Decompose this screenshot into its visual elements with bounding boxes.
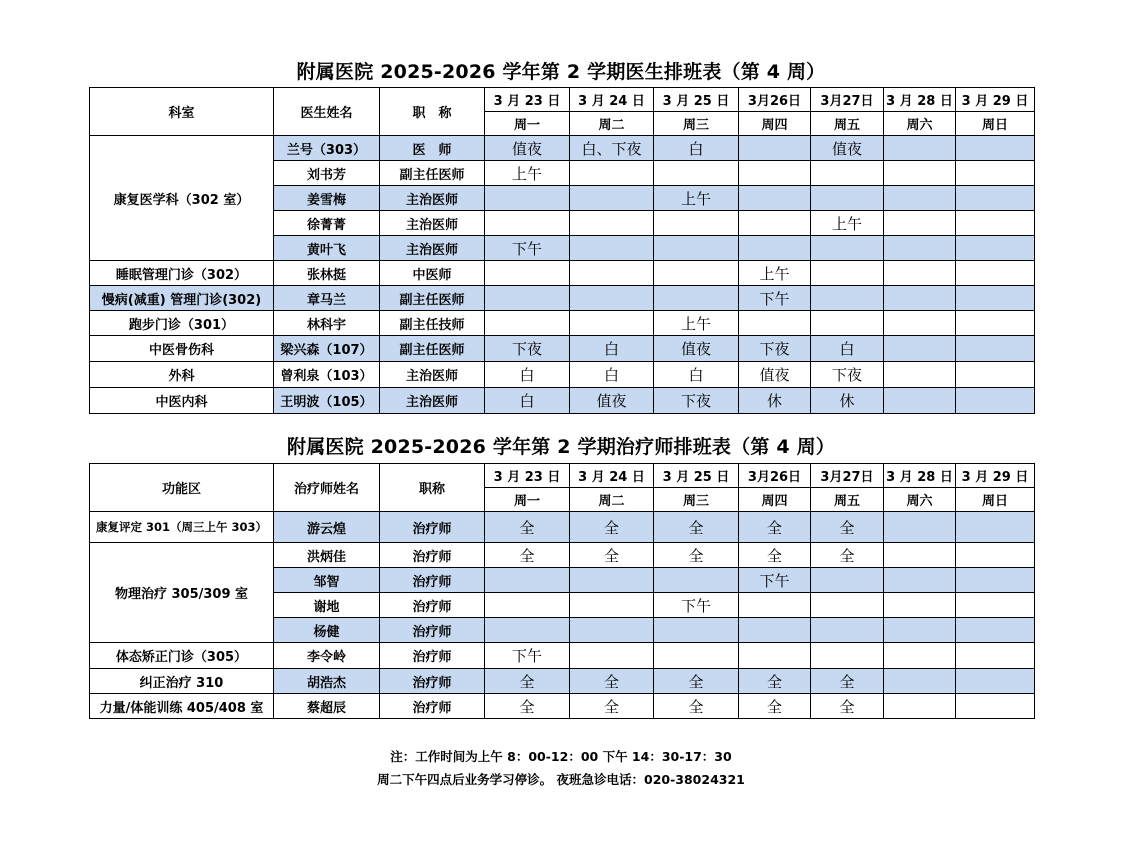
shift-cell: [956, 236, 1035, 261]
shift-cell: 全: [485, 669, 570, 694]
shift-cell: [570, 161, 654, 186]
header-weekday: 周日: [956, 112, 1035, 136]
shift-cell: [570, 186, 654, 211]
shift-cell: [739, 186, 811, 211]
shift-cell: [956, 286, 1035, 311]
doctor-name: 刘书芳: [274, 161, 380, 186]
shift-cell: 全: [570, 512, 654, 543]
header-date: 3 月 24 日: [570, 464, 654, 488]
shift-cell: [956, 669, 1035, 694]
header-weekday: 周四: [739, 488, 811, 512]
shift-cell: [884, 311, 956, 336]
dept-cell: 慢病(减重) 管理门诊(302): [90, 286, 274, 311]
shift-cell: [884, 362, 956, 388]
shift-cell: [884, 211, 956, 236]
area-cell: 康复评定 301（周三上午 303）: [90, 512, 274, 543]
shift-cell: [570, 643, 654, 669]
table-row: [90, 669, 1035, 694]
shift-cell: [485, 261, 570, 286]
shift-cell: [739, 593, 811, 618]
header-weekday: 周二: [570, 112, 654, 136]
therapist-title: 治疗师: [380, 543, 485, 568]
shift-cell: 下午: [654, 593, 739, 618]
doctor-name: 林科宇: [274, 311, 380, 336]
therapist-title: 治疗师: [380, 669, 485, 694]
shift-cell: 值夜: [485, 136, 570, 161]
shift-cell: [811, 618, 884, 643]
doctor-name: 王明波（105）: [274, 388, 380, 414]
header-weekday: 周六: [884, 488, 956, 512]
shift-cell: 全: [811, 694, 884, 719]
shift-cell: [570, 286, 654, 311]
table-row: [90, 694, 1035, 719]
shift-cell: [570, 311, 654, 336]
doctor-name: 姜雪梅: [274, 186, 380, 211]
doctor-title: 副主任医师: [380, 286, 485, 311]
shift-cell: [884, 512, 956, 543]
doctor-name: 徐菁菁: [274, 211, 380, 236]
doctor-title: 医 师: [380, 136, 485, 161]
shift-cell: 上午: [811, 211, 884, 236]
table-row: [90, 362, 1035, 388]
table-row: [90, 311, 1035, 336]
shift-cell: [811, 643, 884, 669]
shift-cell: [739, 311, 811, 336]
shift-cell: [956, 311, 1035, 336]
shift-cell: 白: [654, 136, 739, 161]
shift-cell: [654, 643, 739, 669]
dept-cell: 外科: [90, 362, 274, 388]
shift-cell: [654, 161, 739, 186]
shift-cell: [884, 593, 956, 618]
therapist-title: 治疗师: [380, 694, 485, 719]
shift-cell: 全: [739, 694, 811, 719]
shift-cell: [956, 261, 1035, 286]
shift-cell: [884, 236, 956, 261]
shift-cell: [654, 211, 739, 236]
shift-cell: [570, 211, 654, 236]
doctor-title: 主治医师: [380, 186, 485, 211]
shift-cell: [956, 694, 1035, 719]
header-date: 3 月 24 日: [570, 88, 654, 112]
shift-cell: [956, 336, 1035, 362]
doctor-title: 中医师: [380, 261, 485, 286]
doctor-name: 曾利泉（103）: [274, 362, 380, 388]
header-date: 3月26日: [739, 464, 811, 488]
shift-cell: [884, 186, 956, 211]
shift-cell: [884, 694, 956, 719]
shift-cell: [485, 618, 570, 643]
therapist-name: 游云煌: [274, 512, 380, 543]
shift-cell: [956, 186, 1035, 211]
shift-cell: [811, 286, 884, 311]
shift-cell: [811, 161, 884, 186]
shift-cell: [884, 618, 956, 643]
shift-cell: 白: [654, 362, 739, 388]
table-row: [90, 336, 1035, 362]
shift-cell: [884, 669, 956, 694]
shift-cell: [570, 568, 654, 593]
shift-cell: [485, 186, 570, 211]
shift-cell: 全: [739, 669, 811, 694]
therapist-name: 杨健: [274, 618, 380, 643]
shift-cell: [739, 618, 811, 643]
shift-cell: 全: [570, 694, 654, 719]
work-hours-note: 注：工作时间为上午 8：00-12：00 下午 14：30-17：30: [390, 749, 732, 764]
header-weekday: 周四: [739, 112, 811, 136]
therapist-name: 蔡超辰: [274, 694, 380, 719]
therapist-title: 治疗师: [380, 618, 485, 643]
therapist-title: 治疗师: [380, 643, 485, 669]
shift-cell: [884, 136, 956, 161]
shift-cell: 值夜: [570, 388, 654, 414]
shift-cell: [884, 261, 956, 286]
shift-cell: 下夜: [485, 336, 570, 362]
shift-cell: 上午: [654, 186, 739, 211]
shift-cell: [739, 136, 811, 161]
table-row: [90, 643, 1035, 669]
shift-cell: 白: [811, 336, 884, 362]
shift-cell: [811, 311, 884, 336]
doctor-title: 主治医师: [380, 211, 485, 236]
shift-cell: [485, 593, 570, 618]
dept-cell: 中医骨伤科: [90, 336, 274, 362]
shift-cell: 全: [654, 669, 739, 694]
shift-cell: 全: [811, 512, 884, 543]
shift-cell: [956, 543, 1035, 568]
shift-cell: 全: [654, 512, 739, 543]
header-date: 3月26日: [739, 88, 811, 112]
therapist-name: 李令岭: [274, 643, 380, 669]
shift-cell: 全: [811, 669, 884, 694]
doctor-title: 主治医师: [380, 236, 485, 261]
shift-cell: [485, 311, 570, 336]
therapist-schedule-title: 附属医院 2025-2026 学年第 2 学期治疗师排班表（第 4 周）: [287, 436, 835, 458]
doctor-title: 副主任医师: [380, 336, 485, 362]
shift-cell: [739, 236, 811, 261]
shift-cell: [485, 286, 570, 311]
shift-cell: 白: [570, 336, 654, 362]
shift-cell: 全: [570, 669, 654, 694]
therapist-name: 谢地: [274, 593, 380, 618]
shift-cell: 白、下夜: [570, 136, 654, 161]
shift-cell: [884, 568, 956, 593]
header-date: 3 月 25 日: [654, 88, 739, 112]
shift-cell: 下夜: [811, 362, 884, 388]
shift-cell: [956, 161, 1035, 186]
header-weekday: 周日: [956, 488, 1035, 512]
shift-cell: [739, 161, 811, 186]
shift-cell: [811, 186, 884, 211]
area-cell: 纠正治疗 310: [90, 669, 274, 694]
study-and-emergency-note: 周二下午四点后业务学习停诊。 夜班急诊电话：020-38024321: [377, 772, 745, 787]
shift-cell: 全: [654, 694, 739, 719]
shift-cell: [811, 261, 884, 286]
shift-cell: 全: [485, 543, 570, 568]
shift-cell: 上午: [654, 311, 739, 336]
header-weekday: 周五: [811, 488, 884, 512]
shift-cell: [884, 543, 956, 568]
shift-cell: 上午: [485, 161, 570, 186]
shift-cell: [570, 618, 654, 643]
shift-cell: 上午: [739, 261, 811, 286]
shift-cell: [956, 618, 1035, 643]
shift-cell: 值夜: [654, 336, 739, 362]
shift-cell: [956, 593, 1035, 618]
doctor-title: 主治医师: [380, 362, 485, 388]
shift-cell: [485, 568, 570, 593]
doctor-name: 兰号（303）: [274, 136, 380, 161]
header-name: 医生姓名: [274, 88, 380, 136]
doctor-schedule-title: 附属医院 2025-2026 学年第 2 学期医生排班表（第 4 周）: [296, 61, 826, 83]
shift-cell: 全: [654, 543, 739, 568]
header-title: 职称: [380, 464, 485, 512]
shift-cell: [739, 211, 811, 236]
shift-cell: 下午: [739, 568, 811, 593]
header-weekday: 周二: [570, 488, 654, 512]
header-area: 功能区: [90, 464, 274, 512]
table-row: [90, 286, 1035, 311]
table-row: [90, 512, 1035, 543]
dept-cell: 康复医学科（302 室）: [90, 136, 274, 261]
doctor-title: 主治医师: [380, 388, 485, 414]
shift-cell: [739, 643, 811, 669]
header-dept: 科室: [90, 88, 274, 136]
shift-cell: 下夜: [654, 388, 739, 414]
table-row: [90, 261, 1035, 286]
header-weekday: 周五: [811, 112, 884, 136]
shift-cell: [485, 211, 570, 236]
shift-cell: [956, 136, 1035, 161]
doctor-name: 梁兴森（107）: [274, 336, 380, 362]
shift-cell: 下午: [485, 643, 570, 669]
doctor-schedule-table: [89, 87, 1035, 414]
shift-cell: [884, 161, 956, 186]
header-weekday: 周一: [485, 112, 570, 136]
shift-cell: 休: [739, 388, 811, 414]
shift-cell: 休: [811, 388, 884, 414]
shift-cell: 下午: [739, 286, 811, 311]
header-date: 3 月 29 日: [956, 88, 1035, 112]
therapist-title: 治疗师: [380, 568, 485, 593]
header-date: 3 月 23 日: [485, 464, 570, 488]
shift-cell: [570, 593, 654, 618]
doctor-name: 黄叶飞: [274, 236, 380, 261]
shift-cell: 全: [485, 512, 570, 543]
dept-cell: 睡眠管理门诊（302）: [90, 261, 274, 286]
doctor-name: 张林挺: [274, 261, 380, 286]
therapist-title: 治疗师: [380, 593, 485, 618]
shift-cell: 下午: [485, 236, 570, 261]
shift-cell: [570, 261, 654, 286]
table-row: [90, 136, 1035, 161]
shift-cell: 全: [811, 543, 884, 568]
header-name: 治疗师姓名: [274, 464, 380, 512]
shift-cell: 值夜: [739, 362, 811, 388]
shift-cell: [884, 336, 956, 362]
shift-cell: [654, 618, 739, 643]
shift-cell: [654, 286, 739, 311]
header-date: 3 月 28 日: [884, 88, 956, 112]
header-weekday: 周三: [654, 112, 739, 136]
therapist-name: 胡浩杰: [274, 669, 380, 694]
shift-cell: [956, 512, 1035, 543]
shift-cell: 全: [739, 512, 811, 543]
shift-cell: [884, 388, 956, 414]
doctor-name: 章马兰: [274, 286, 380, 311]
shift-cell: [570, 236, 654, 261]
shift-cell: 全: [739, 543, 811, 568]
shift-cell: [956, 211, 1035, 236]
doctor-title: 副主任技师: [380, 311, 485, 336]
shift-cell: [884, 286, 956, 311]
shift-cell: [956, 388, 1035, 414]
dept-cell: 跑步门诊（301）: [90, 311, 274, 336]
shift-cell: [811, 568, 884, 593]
shift-cell: [654, 568, 739, 593]
shift-cell: 白: [485, 362, 570, 388]
shift-cell: [956, 643, 1035, 669]
shift-cell: [654, 261, 739, 286]
table-row: [90, 543, 1035, 568]
shift-cell: [956, 362, 1035, 388]
table-row: [90, 388, 1035, 414]
doctor-title: 副主任医师: [380, 161, 485, 186]
shift-cell: 白: [570, 362, 654, 388]
header-title: 职 称: [380, 88, 485, 136]
dept-cell: 中医内科: [90, 388, 274, 414]
shift-cell: 白: [485, 388, 570, 414]
header-weekday: 周三: [654, 488, 739, 512]
shift-cell: 下夜: [739, 336, 811, 362]
area-cell: 体态矫正门诊（305）: [90, 643, 274, 669]
shift-cell: [654, 236, 739, 261]
therapist-name: 邹智: [274, 568, 380, 593]
header-date: 3 月 29 日: [956, 464, 1035, 488]
shift-cell: 值夜: [811, 136, 884, 161]
shift-cell: 全: [570, 543, 654, 568]
shift-cell: [956, 568, 1035, 593]
area-cell: 物理治疗 305/309 室: [90, 543, 274, 643]
shift-cell: [884, 643, 956, 669]
shift-cell: [811, 236, 884, 261]
header-weekday: 周六: [884, 112, 956, 136]
therapist-title: 治疗师: [380, 512, 485, 543]
header-weekday: 周一: [485, 488, 570, 512]
shift-cell: [811, 593, 884, 618]
area-cell: 力量/体能训练 405/408 室: [90, 694, 274, 719]
header-date: 3月27日: [811, 88, 884, 112]
header-date: 3月27日: [811, 464, 884, 488]
therapist-schedule-table: [89, 463, 1035, 719]
therapist-name: 洪炳佳: [274, 543, 380, 568]
header-date: 3 月 23 日: [485, 88, 570, 112]
header-date: 3 月 25 日: [654, 464, 739, 488]
shift-cell: 全: [485, 694, 570, 719]
header-date: 3 月 28 日: [884, 464, 956, 488]
